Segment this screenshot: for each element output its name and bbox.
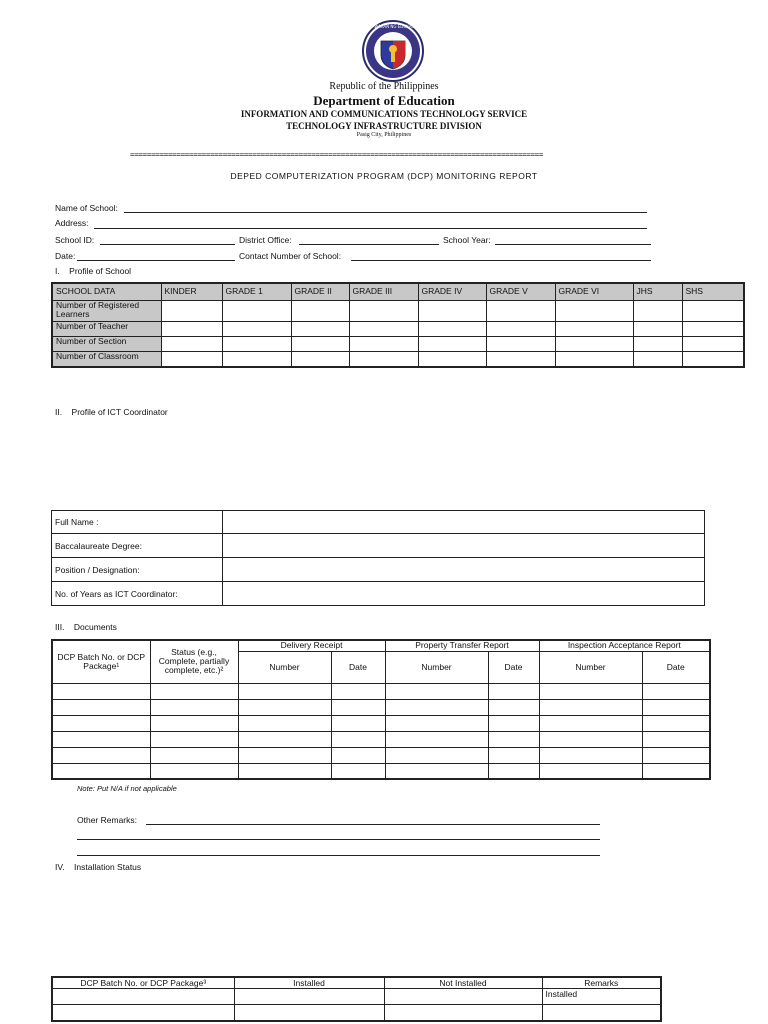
table-cell[interactable] xyxy=(222,301,291,322)
table-cell[interactable] xyxy=(238,763,331,779)
school-year-label: School Year: xyxy=(443,235,491,245)
header-grade-1: GRADE 1 xyxy=(222,283,291,301)
table-cell[interactable] xyxy=(385,715,488,731)
other-remarks-line-3[interactable] xyxy=(77,855,600,856)
degree-field[interactable] xyxy=(223,534,705,558)
table-cell[interactable] xyxy=(52,683,150,699)
table-cell[interactable] xyxy=(52,1005,234,1021)
table-cell[interactable] xyxy=(150,683,238,699)
table-cell[interactable] xyxy=(488,699,539,715)
header-dcp-batch: DCP Batch No. or DCP Package¹ xyxy=(52,640,150,683)
address-field[interactable] xyxy=(94,228,647,229)
table-cell[interactable] xyxy=(642,731,710,747)
table-cell[interactable] xyxy=(682,337,744,352)
row-label-classrooms: Number of Classroom xyxy=(52,352,161,368)
table-cell[interactable] xyxy=(331,683,385,699)
division-title: TECHNOLOGY INFRASTRUCTURE DIVISION xyxy=(286,121,482,131)
table-row xyxy=(52,683,710,699)
table-cell[interactable] xyxy=(52,763,150,779)
school-profile-table xyxy=(51,282,745,368)
city-label: Pasig City, Philippines xyxy=(356,132,412,138)
table-cell[interactable] xyxy=(682,322,744,337)
district-office-field[interactable] xyxy=(299,244,439,245)
table-cell[interactable] xyxy=(633,301,682,322)
table-row xyxy=(52,301,744,322)
table-cell[interactable] xyxy=(234,1005,384,1021)
table-cell[interactable] xyxy=(486,337,555,352)
deped-seal xyxy=(361,19,425,83)
name-of-school-label: Name of School: xyxy=(55,203,118,213)
svg-text:KAGAWARAN NG EDUKASYON: KAGAWARAN NG EDUKASYON xyxy=(363,24,423,29)
table-cell[interactable] xyxy=(418,301,486,322)
contact-number-field[interactable] xyxy=(351,260,651,261)
table-cell[interactable] xyxy=(150,699,238,715)
table-cell[interactable] xyxy=(222,322,291,337)
table-cell[interactable] xyxy=(488,715,539,731)
table-cell[interactable] xyxy=(642,715,710,731)
header-jhs: JHS xyxy=(633,283,682,301)
table-cell[interactable] xyxy=(349,337,418,352)
table-cell[interactable] xyxy=(331,747,385,763)
table-cell[interactable] xyxy=(486,322,555,337)
table-cell[interactable] xyxy=(418,337,486,352)
header-ptr-number: Number xyxy=(385,651,488,683)
table-cell[interactable] xyxy=(385,699,488,715)
table-cell[interactable] xyxy=(488,747,539,763)
years-label: No. of Years as ICT Coordinator: xyxy=(52,582,223,606)
ict-coordinator-table xyxy=(51,510,705,606)
header-grade-3: GRADE III xyxy=(349,283,418,301)
separator-line: ================================================================================================== xyxy=(130,150,544,159)
header-status: Status (e.g., Complete, partially complete, etc.)² xyxy=(150,640,238,683)
table-cell[interactable] xyxy=(238,731,331,747)
section-2-title: II. Profile of ICT Coordinator xyxy=(55,407,168,417)
header-grade-4: GRADE IV xyxy=(418,283,486,301)
other-remarks-label: Other Remarks: xyxy=(77,815,137,825)
table-row xyxy=(52,352,744,368)
header-school-data: SCHOOL DATA xyxy=(52,283,161,301)
table-cell[interactable] xyxy=(291,352,349,368)
section-1-title: I. Profile of School xyxy=(55,266,132,276)
row-label-registered-learners: Number of Registered Learners xyxy=(52,301,161,322)
table-cell[interactable] xyxy=(539,715,642,731)
table-cell[interactable] xyxy=(384,1005,542,1021)
table-cell[interactable] xyxy=(488,731,539,747)
header-grade-5: GRADE V xyxy=(486,283,555,301)
table-row xyxy=(52,989,661,1005)
table-cell[interactable] xyxy=(161,301,222,322)
contact-number-label: Contact Number of School: xyxy=(239,251,342,261)
table-cell[interactable] xyxy=(539,683,642,699)
school-profile-header-row xyxy=(52,283,744,301)
position-field[interactable] xyxy=(223,558,705,582)
table-cell[interactable] xyxy=(234,989,384,1005)
header-inst-batch: DCP Batch No. or DCP Package³ xyxy=(52,977,234,989)
school-id-field[interactable] xyxy=(100,244,235,245)
table-cell[interactable] xyxy=(633,322,682,337)
row-label-teachers: Number of Teacher xyxy=(52,322,161,337)
full-name-field[interactable] xyxy=(223,511,705,534)
table-cell[interactable] xyxy=(150,731,238,747)
table-cell[interactable] xyxy=(539,731,642,747)
school-year-field[interactable] xyxy=(495,244,651,245)
table-cell[interactable] xyxy=(238,683,331,699)
header-not-installed: Not Installed xyxy=(384,977,542,989)
table-cell[interactable] xyxy=(385,763,488,779)
header-ptr-date: Date xyxy=(488,651,539,683)
table-cell[interactable] xyxy=(349,301,418,322)
installation-table xyxy=(51,976,662,1022)
header-dr-date: Date xyxy=(331,651,385,683)
section-4-title: IV. Installation Status xyxy=(55,862,142,872)
table-row xyxy=(52,731,710,747)
republic-label: Republic of the Philippines xyxy=(329,81,439,92)
table-cell[interactable] xyxy=(331,699,385,715)
table-cell[interactable] xyxy=(555,301,633,322)
table-row xyxy=(52,337,744,352)
table-cell[interactable] xyxy=(642,747,710,763)
note-text: Note: Put N/A if not applicable xyxy=(77,784,177,793)
table-cell[interactable] xyxy=(555,322,633,337)
header-iar-number: Number xyxy=(539,651,642,683)
table-cell[interactable] xyxy=(291,301,349,322)
table-cell[interactable] xyxy=(52,715,150,731)
table-cell[interactable] xyxy=(555,337,633,352)
header-shs: SHS xyxy=(682,283,744,301)
table-cell[interactable] xyxy=(331,763,385,779)
table-row xyxy=(52,322,744,337)
table-cell[interactable] xyxy=(486,301,555,322)
table-cell[interactable] xyxy=(52,989,234,1005)
header-delivery-receipt: Delivery Receipt xyxy=(238,640,385,651)
table-cell[interactable] xyxy=(642,699,710,715)
table-row xyxy=(52,715,710,731)
documents-table xyxy=(51,639,711,780)
other-remarks-field[interactable] xyxy=(146,824,600,825)
table-cell[interactable] xyxy=(331,715,385,731)
table-cell[interactable] xyxy=(539,699,642,715)
full-name-label: Full Name : xyxy=(52,511,223,534)
table-row xyxy=(52,763,710,779)
table-cell[interactable] xyxy=(222,337,291,352)
header-dr-number: Number xyxy=(238,651,331,683)
table-cell[interactable] xyxy=(418,322,486,337)
position-label: Position / Designation: xyxy=(52,558,223,582)
date-label: Date: xyxy=(55,251,76,261)
table-cell[interactable] xyxy=(539,763,642,779)
table-cell[interactable] xyxy=(385,731,488,747)
table-cell[interactable] xyxy=(161,322,222,337)
district-office-label: District Office: xyxy=(239,235,292,245)
remarks-cell-installed[interactable]: Installed xyxy=(542,989,661,1005)
table-cell[interactable] xyxy=(418,352,486,368)
header-kinder: KINDER xyxy=(161,283,222,301)
header-installed: Installed xyxy=(234,977,384,989)
table-row xyxy=(52,1005,661,1021)
table-cell[interactable] xyxy=(150,747,238,763)
header-grade-6: GRADE VI xyxy=(555,283,633,301)
report-title: DEPED COMPUTERIZATION PROGRAM (DCP) MONITORING REPORT xyxy=(230,171,538,181)
table-cell[interactable] xyxy=(52,699,150,715)
section-3-title: III. Documents xyxy=(55,622,117,632)
header-iar-date: Date xyxy=(642,651,710,683)
department-title: Department of Education xyxy=(313,93,455,108)
table-cell[interactable] xyxy=(488,683,539,699)
table-cell[interactable] xyxy=(642,683,710,699)
degree-label: Baccalaureate Degree: xyxy=(52,534,223,558)
table-cell[interactable] xyxy=(150,715,238,731)
date-field[interactable] xyxy=(77,260,235,261)
table-cell[interactable] xyxy=(633,337,682,352)
table-cell[interactable] xyxy=(238,715,331,731)
table-cell[interactable] xyxy=(555,352,633,368)
table-cell[interactable] xyxy=(642,763,710,779)
service-title: INFORMATION AND COMMUNICATIONS TECHNOLOGY SERVICE xyxy=(240,109,528,119)
header-property-transfer: Property Transfer Report xyxy=(385,640,539,651)
table-cell[interactable] xyxy=(682,352,744,368)
name-of-school-field[interactable] xyxy=(124,212,647,213)
table-row xyxy=(52,699,710,715)
table-cell[interactable] xyxy=(542,1005,661,1021)
table-cell[interactable] xyxy=(291,337,349,352)
years-field[interactable] xyxy=(223,582,705,606)
table-cell[interactable] xyxy=(349,352,418,368)
header-remarks: Remarks xyxy=(542,977,661,989)
table-cell[interactable] xyxy=(161,337,222,352)
table-cell[interactable] xyxy=(633,352,682,368)
address-label: Address: xyxy=(55,218,89,228)
table-cell[interactable] xyxy=(222,352,291,368)
table-cell[interactable] xyxy=(682,301,744,322)
table-cell[interactable] xyxy=(291,322,349,337)
table-cell[interactable] xyxy=(52,747,150,763)
table-cell[interactable] xyxy=(150,763,238,779)
table-cell[interactable] xyxy=(385,683,488,699)
table-cell[interactable] xyxy=(238,699,331,715)
table-cell[interactable] xyxy=(486,352,555,368)
table-cell[interactable] xyxy=(384,989,542,1005)
header-grade-2: GRADE II xyxy=(291,283,349,301)
school-id-label: School ID: xyxy=(55,235,95,245)
table-cell[interactable] xyxy=(238,747,331,763)
row-label-sections: Number of Section xyxy=(52,337,161,352)
table-cell[interactable] xyxy=(385,747,488,763)
table-row xyxy=(52,747,710,763)
table-cell[interactable] xyxy=(161,352,222,368)
table-cell[interactable] xyxy=(52,731,150,747)
table-cell[interactable] xyxy=(349,322,418,337)
table-cell[interactable] xyxy=(488,763,539,779)
other-remarks-line-2[interactable] xyxy=(77,839,600,840)
header-inspection-acceptance: Inspection Acceptance Report xyxy=(539,640,710,651)
table-cell[interactable] xyxy=(331,731,385,747)
table-cell[interactable] xyxy=(539,747,642,763)
